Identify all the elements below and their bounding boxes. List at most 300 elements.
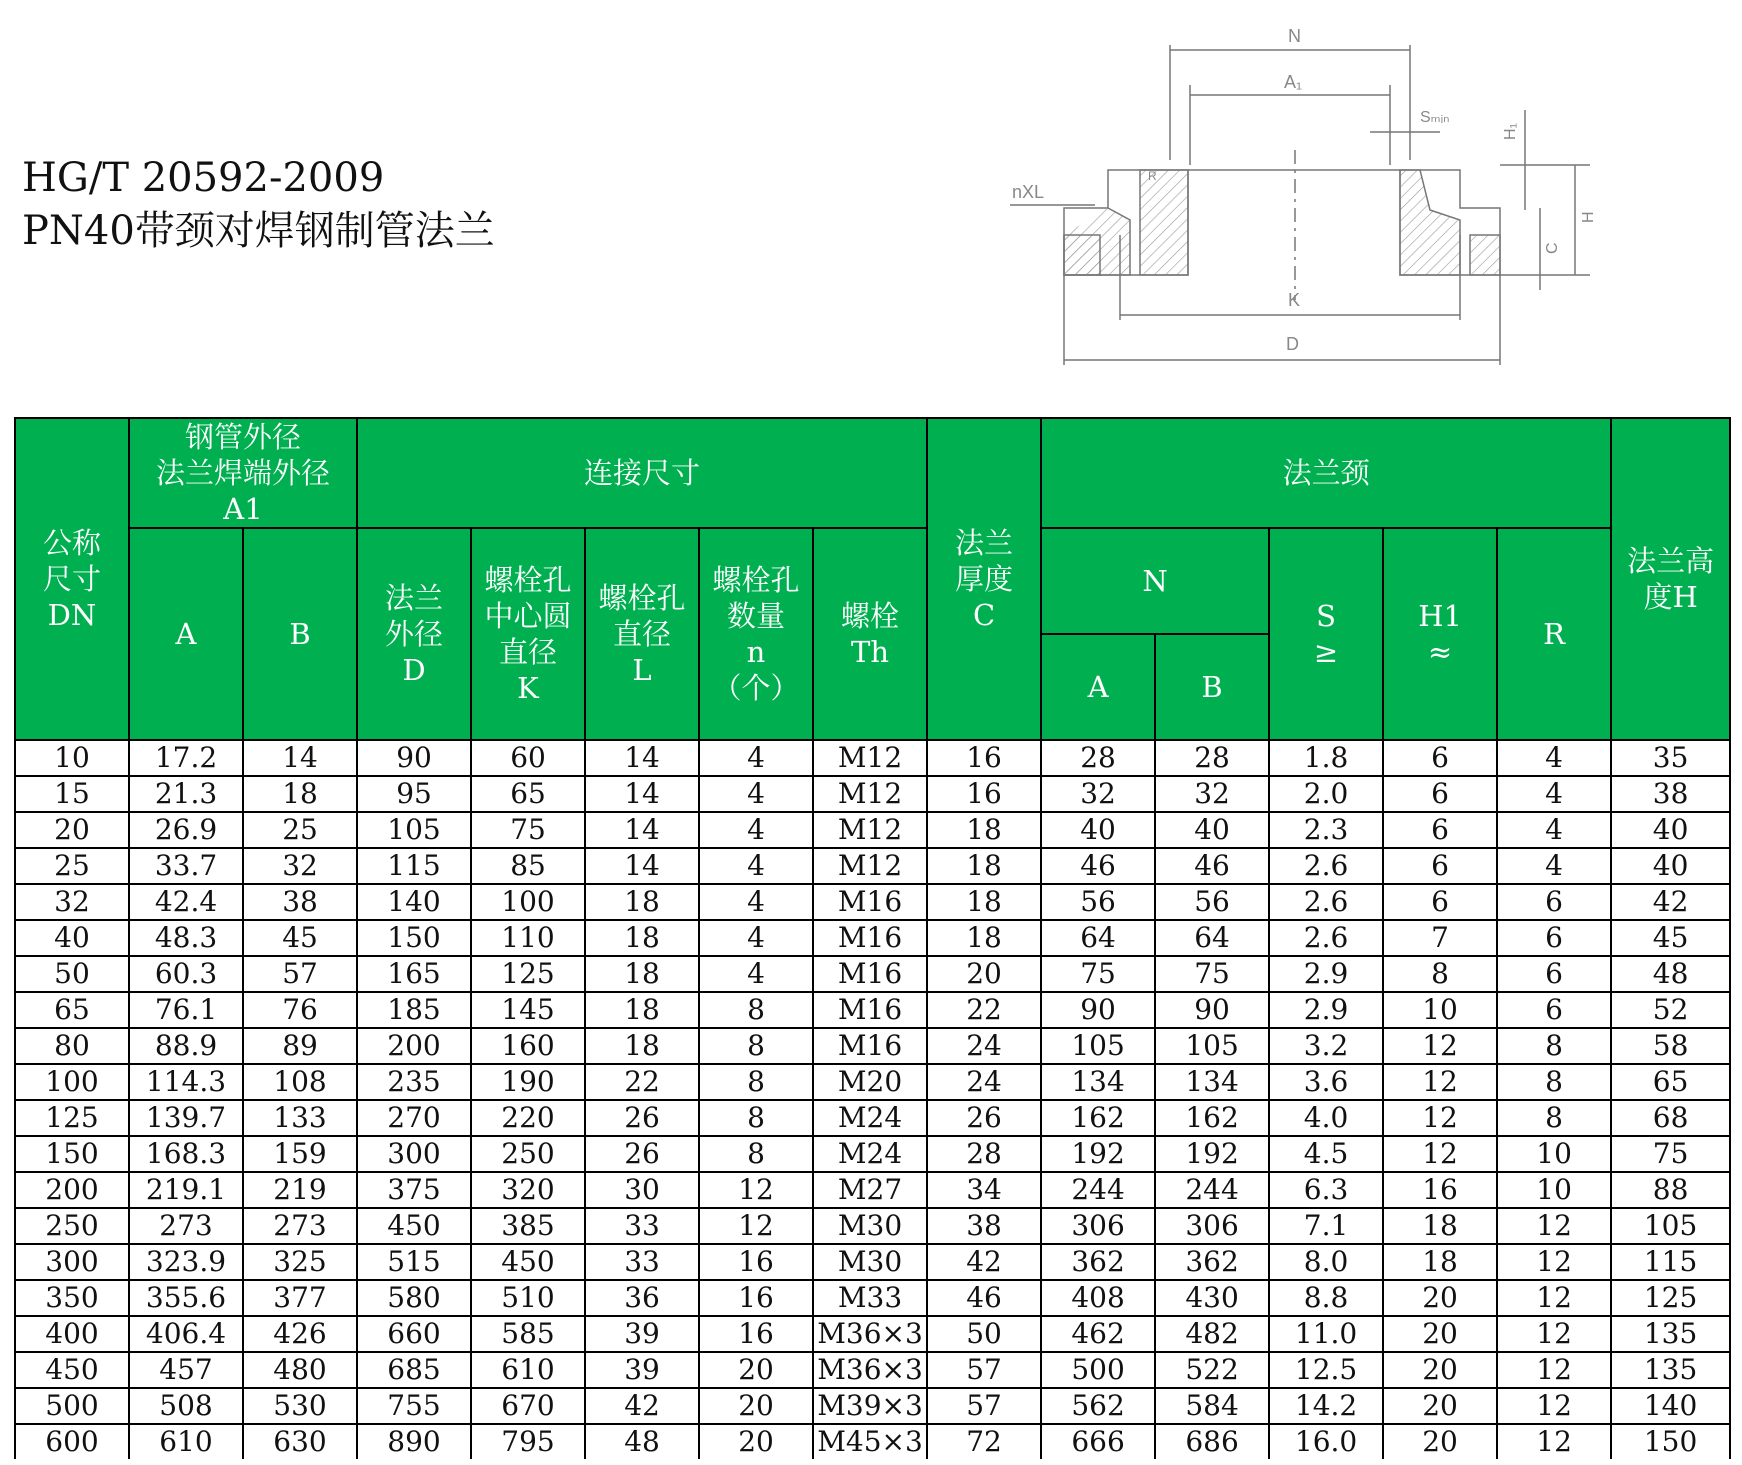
- cell-dn: 150: [15, 1136, 129, 1172]
- cell-d: 300: [357, 1136, 471, 1172]
- cell-k: 670: [471, 1388, 585, 1424]
- header-d: 法兰 外径 D: [357, 528, 471, 740]
- table-row: [15, 812, 1730, 848]
- cell-neck-b: 134: [1155, 1064, 1269, 1100]
- cell-h1: 20: [1383, 1424, 1497, 1459]
- cell-r: 6: [1497, 956, 1611, 992]
- cell-dn: 500: [15, 1388, 129, 1424]
- cell-a1-b: 133: [243, 1100, 357, 1136]
- table-row: [15, 1388, 1730, 1424]
- cell-d: 515: [357, 1244, 471, 1280]
- cell-c: 46: [927, 1280, 1041, 1316]
- cell-k: 190: [471, 1064, 585, 1100]
- cell-c: 28: [927, 1136, 1041, 1172]
- cell-l: 30: [585, 1172, 699, 1208]
- table-row: [15, 740, 1730, 776]
- cell-a1-b: 18: [243, 776, 357, 812]
- cell-n: 8: [699, 1136, 813, 1172]
- cell-a1-b: 14: [243, 740, 357, 776]
- cell-d: 580: [357, 1280, 471, 1316]
- cell-c: 18: [927, 848, 1041, 884]
- cell-k: 320: [471, 1172, 585, 1208]
- dim-k-label: K: [1288, 290, 1301, 310]
- cell-d: 140: [357, 884, 471, 920]
- cell-c: 57: [927, 1388, 1041, 1424]
- cell-a1-a: 610: [129, 1424, 243, 1459]
- cell-h1: 20: [1383, 1352, 1497, 1388]
- cell-k: 145: [471, 992, 585, 1028]
- cell-r: 6: [1497, 884, 1611, 920]
- cell-h1: 18: [1383, 1244, 1497, 1280]
- cell-c: 42: [927, 1244, 1041, 1280]
- cell-neck-a: 192: [1041, 1136, 1155, 1172]
- cell-dn: 350: [15, 1280, 129, 1316]
- cell-neck-b: 105: [1155, 1028, 1269, 1064]
- cell-n: 12: [699, 1172, 813, 1208]
- cell-k: 385: [471, 1208, 585, 1244]
- cell-dn: 300: [15, 1244, 129, 1280]
- cell-r: 6: [1497, 920, 1611, 956]
- cell-a1-b: 159: [243, 1136, 357, 1172]
- table-row: [15, 1244, 1730, 1280]
- cell-a1-a: 33.7: [129, 848, 243, 884]
- cell-h1: 12: [1383, 1064, 1497, 1100]
- cell-d: 755: [357, 1388, 471, 1424]
- cell-c: 18: [927, 884, 1041, 920]
- cell-a1-b: 530: [243, 1388, 357, 1424]
- cell-n: 4: [699, 812, 813, 848]
- cell-r: 8: [1497, 1028, 1611, 1064]
- cell-dn: 100: [15, 1064, 129, 1100]
- cell-h: 125: [1611, 1280, 1730, 1316]
- cell-d: 105: [357, 812, 471, 848]
- cell-k: 65: [471, 776, 585, 812]
- cell-n: 4: [699, 884, 813, 920]
- cell-r: 12: [1497, 1352, 1611, 1388]
- cell-h: 52: [1611, 992, 1730, 1028]
- cell-s: 6.3: [1269, 1172, 1383, 1208]
- cell-r: 4: [1497, 776, 1611, 812]
- cell-h: 40: [1611, 812, 1730, 848]
- cell-h: 140: [1611, 1388, 1730, 1424]
- cell-r: 10: [1497, 1136, 1611, 1172]
- cell-neck-b: 306: [1155, 1208, 1269, 1244]
- cell-n: 4: [699, 956, 813, 992]
- cell-h: 45: [1611, 920, 1730, 956]
- cell-neck-b: 482: [1155, 1316, 1269, 1352]
- cell-s: 7.1: [1269, 1208, 1383, 1244]
- cell-r: 4: [1497, 848, 1611, 884]
- cell-r: 12: [1497, 1388, 1611, 1424]
- cell-h1: 20: [1383, 1388, 1497, 1424]
- cell-l: 18: [585, 920, 699, 956]
- cell-neck-b: 522: [1155, 1352, 1269, 1388]
- cell-s: 14.2: [1269, 1388, 1383, 1424]
- cell-neck-b: 686: [1155, 1424, 1269, 1459]
- header-k: 螺栓孔 中心圆 直径 K: [471, 528, 585, 740]
- cell-neck-b: 430: [1155, 1280, 1269, 1316]
- page-title: [22, 152, 495, 258]
- cell-neck-a: 32: [1041, 776, 1155, 812]
- cell-s: 11.0: [1269, 1316, 1383, 1352]
- cell-neck-a: 306: [1041, 1208, 1155, 1244]
- cell-h1: 6: [1383, 740, 1497, 776]
- cell-n: 20: [699, 1388, 813, 1424]
- cell-th: M16: [813, 920, 927, 956]
- cell-c: 26: [927, 1100, 1041, 1136]
- cell-a1-b: 480: [243, 1352, 357, 1388]
- cell-h: 58: [1611, 1028, 1730, 1064]
- cell-s: 4.0: [1269, 1100, 1383, 1136]
- cell-neck-a: 64: [1041, 920, 1155, 956]
- cell-th: M16: [813, 884, 927, 920]
- header-pipe-od: 钢管外径 法兰焊端外径 A1: [129, 418, 357, 528]
- cell-a1-a: 406.4: [129, 1316, 243, 1352]
- cell-d: 270: [357, 1100, 471, 1136]
- table-row: [15, 1064, 1730, 1100]
- dim-c-label: C: [1544, 242, 1561, 254]
- cell-c: 16: [927, 776, 1041, 812]
- header-neck-a: A: [1041, 634, 1155, 740]
- cell-neck-b: 28: [1155, 740, 1269, 776]
- cell-h: 115: [1611, 1244, 1730, 1280]
- cell-s: 8.8: [1269, 1280, 1383, 1316]
- cell-h: 105: [1611, 1208, 1730, 1244]
- cell-s: 8.0: [1269, 1244, 1383, 1280]
- cell-s: 2.6: [1269, 848, 1383, 884]
- cell-n: 8: [699, 992, 813, 1028]
- cell-th: M27: [813, 1172, 927, 1208]
- cell-neck-a: 75: [1041, 956, 1155, 992]
- cell-a1-a: 273: [129, 1208, 243, 1244]
- table-row: [15, 920, 1730, 956]
- cell-c: 34: [927, 1172, 1041, 1208]
- cell-l: 18: [585, 992, 699, 1028]
- cell-neck-a: 46: [1041, 848, 1155, 884]
- cell-dn: 600: [15, 1424, 129, 1459]
- cell-h1: 12: [1383, 1100, 1497, 1136]
- header-a: A: [129, 528, 243, 740]
- dim-d-label: D: [1286, 334, 1299, 354]
- cell-n: 8: [699, 1100, 813, 1136]
- cell-dn: 25: [15, 848, 129, 884]
- cell-l: 18: [585, 1028, 699, 1064]
- cell-r: 12: [1497, 1244, 1611, 1280]
- cell-neck-b: 75: [1155, 956, 1269, 992]
- dim-r-label: R: [1148, 169, 1157, 183]
- cell-r: 8: [1497, 1100, 1611, 1136]
- cell-s: 12.5: [1269, 1352, 1383, 1388]
- cell-a1-a: 48.3: [129, 920, 243, 956]
- cell-l: 33: [585, 1208, 699, 1244]
- cell-a1-a: 114.3: [129, 1064, 243, 1100]
- cell-a1-b: 219: [243, 1172, 357, 1208]
- cell-s: 1.8: [1269, 740, 1383, 776]
- cell-a1-a: 508: [129, 1388, 243, 1424]
- cell-l: 18: [585, 884, 699, 920]
- cell-c: 18: [927, 812, 1041, 848]
- cell-neck-b: 162: [1155, 1100, 1269, 1136]
- table-row: [15, 1208, 1730, 1244]
- cell-neck-a: 162: [1041, 1100, 1155, 1136]
- cell-n: 16: [699, 1280, 813, 1316]
- cell-s: 3.6: [1269, 1064, 1383, 1100]
- cell-n: 16: [699, 1244, 813, 1280]
- cell-a1-a: 42.4: [129, 884, 243, 920]
- cell-n: 8: [699, 1028, 813, 1064]
- header-dn: 公称 尺寸 DN: [15, 418, 129, 740]
- cell-c: 24: [927, 1064, 1041, 1100]
- cell-th: M12: [813, 740, 927, 776]
- dim-h-label: H: [1580, 211, 1597, 223]
- cell-th: M12: [813, 776, 927, 812]
- cell-a1-a: 17.2: [129, 740, 243, 776]
- cell-a1-a: 168.3: [129, 1136, 243, 1172]
- cell-a1-b: 325: [243, 1244, 357, 1280]
- cell-h: 135: [1611, 1352, 1730, 1388]
- cell-k: 100: [471, 884, 585, 920]
- cell-neck-a: 56: [1041, 884, 1155, 920]
- cell-dn: 15: [15, 776, 129, 812]
- cell-k: 610: [471, 1352, 585, 1388]
- cell-a1-b: 32: [243, 848, 357, 884]
- cell-c: 24: [927, 1028, 1041, 1064]
- cell-h1: 20: [1383, 1316, 1497, 1352]
- table-body: [15, 740, 1730, 1459]
- cell-th: M24: [813, 1100, 927, 1136]
- header-connection: 连接尺寸: [357, 418, 927, 528]
- cell-neck-b: 192: [1155, 1136, 1269, 1172]
- cell-h: 150: [1611, 1424, 1730, 1459]
- cell-h1: 7: [1383, 920, 1497, 956]
- cell-l: 39: [585, 1316, 699, 1352]
- cell-neck-b: 362: [1155, 1244, 1269, 1280]
- cell-h1: 18: [1383, 1208, 1497, 1244]
- cell-h1: 12: [1383, 1136, 1497, 1172]
- cell-h1: 20: [1383, 1280, 1497, 1316]
- cell-d: 200: [357, 1028, 471, 1064]
- cell-h1: 6: [1383, 776, 1497, 812]
- header-h1: H1 ≈: [1383, 528, 1497, 740]
- cell-k: 125: [471, 956, 585, 992]
- table-row: [15, 992, 1730, 1028]
- cell-h: 35: [1611, 740, 1730, 776]
- cell-h: 48: [1611, 956, 1730, 992]
- cell-n: 20: [699, 1424, 813, 1459]
- cell-th: M30: [813, 1244, 927, 1280]
- cell-a1-b: 426: [243, 1316, 357, 1352]
- cell-d: 185: [357, 992, 471, 1028]
- cell-k: 110: [471, 920, 585, 956]
- cell-c: 20: [927, 956, 1041, 992]
- cell-dn: 80: [15, 1028, 129, 1064]
- cell-dn: 20: [15, 812, 129, 848]
- header-l: 螺栓孔 直径 L: [585, 528, 699, 740]
- cell-a1-b: 89: [243, 1028, 357, 1064]
- cell-r: 12: [1497, 1208, 1611, 1244]
- cell-neck-a: 40: [1041, 812, 1155, 848]
- cell-dn: 200: [15, 1172, 129, 1208]
- cell-k: 450: [471, 1244, 585, 1280]
- cell-th: M39×3: [813, 1388, 927, 1424]
- cell-a1-b: 57: [243, 956, 357, 992]
- cell-a1-b: 108: [243, 1064, 357, 1100]
- cell-h1: 10: [1383, 992, 1497, 1028]
- flange-dimension-table: [14, 417, 1731, 1459]
- cell-dn: 400: [15, 1316, 129, 1352]
- cell-l: 14: [585, 812, 699, 848]
- cell-th: M33: [813, 1280, 927, 1316]
- cell-l: 48: [585, 1424, 699, 1459]
- cell-l: 14: [585, 848, 699, 884]
- cell-r: 12: [1497, 1316, 1611, 1352]
- cell-r: 4: [1497, 812, 1611, 848]
- cell-a1-a: 355.6: [129, 1280, 243, 1316]
- cell-n: 8: [699, 1064, 813, 1100]
- cell-d: 660: [357, 1316, 471, 1352]
- cell-l: 14: [585, 776, 699, 812]
- cell-a1-a: 457: [129, 1352, 243, 1388]
- cell-r: 4: [1497, 740, 1611, 776]
- cell-th: M12: [813, 812, 927, 848]
- cell-l: 42: [585, 1388, 699, 1424]
- cell-k: 85: [471, 848, 585, 884]
- cell-dn: 250: [15, 1208, 129, 1244]
- cell-k: 585: [471, 1316, 585, 1352]
- cell-a1-a: 88.9: [129, 1028, 243, 1064]
- cell-a1-a: 139.7: [129, 1100, 243, 1136]
- cell-h1: 16: [1383, 1172, 1497, 1208]
- cell-a1-b: 377: [243, 1280, 357, 1316]
- cell-n: 16: [699, 1316, 813, 1352]
- cell-l: 33: [585, 1244, 699, 1280]
- cell-c: 50: [927, 1316, 1041, 1352]
- cell-h: 40: [1611, 848, 1730, 884]
- cell-neck-b: 56: [1155, 884, 1269, 920]
- cell-d: 450: [357, 1208, 471, 1244]
- cell-d: 150: [357, 920, 471, 956]
- header-neck-b: B: [1155, 634, 1269, 740]
- cell-a1-a: 323.9: [129, 1244, 243, 1280]
- cell-d: 115: [357, 848, 471, 884]
- cell-neck-b: 244: [1155, 1172, 1269, 1208]
- cell-dn: 450: [15, 1352, 129, 1388]
- cell-neck-a: 134: [1041, 1064, 1155, 1100]
- table-row: [15, 1352, 1730, 1388]
- cell-a1-a: 219.1: [129, 1172, 243, 1208]
- cell-r: 8: [1497, 1064, 1611, 1100]
- table-row: [15, 1100, 1730, 1136]
- cell-neck-b: 64: [1155, 920, 1269, 956]
- cell-d: 235: [357, 1064, 471, 1100]
- cell-dn: 32: [15, 884, 129, 920]
- cell-a1-b: 25: [243, 812, 357, 848]
- cell-k: 60: [471, 740, 585, 776]
- cell-l: 22: [585, 1064, 699, 1100]
- cell-a1-a: 60.3: [129, 956, 243, 992]
- cell-h1: 12: [1383, 1028, 1497, 1064]
- cell-s: 2.9: [1269, 956, 1383, 992]
- cell-h1: 8: [1383, 956, 1497, 992]
- cell-neck-b: 32: [1155, 776, 1269, 812]
- cell-k: 510: [471, 1280, 585, 1316]
- header-height: 法兰高 度H: [1611, 418, 1730, 740]
- cell-n: 20: [699, 1352, 813, 1388]
- dim-s-label: Sₘᵢₙ: [1420, 109, 1450, 126]
- cell-c: 57: [927, 1352, 1041, 1388]
- table-row: [15, 1136, 1730, 1172]
- header-neck: 法兰颈: [1041, 418, 1611, 528]
- cell-h1: 6: [1383, 848, 1497, 884]
- dim-a1-label: A₁: [1284, 72, 1303, 92]
- dim-h1-label: H₁: [1502, 123, 1519, 140]
- cell-dn: 125: [15, 1100, 129, 1136]
- cell-th: M16: [813, 956, 927, 992]
- header-neck-n: N: [1041, 528, 1269, 634]
- header-n: 螺栓孔 数量 n （个）: [699, 528, 813, 740]
- table-row: [15, 848, 1730, 884]
- cell-k: 75: [471, 812, 585, 848]
- cell-th: M16: [813, 1028, 927, 1064]
- cell-a1-b: 38: [243, 884, 357, 920]
- cell-a1-b: 630: [243, 1424, 357, 1459]
- cell-c: 16: [927, 740, 1041, 776]
- table-row: [15, 1316, 1730, 1352]
- cell-neck-b: 90: [1155, 992, 1269, 1028]
- cell-h: 75: [1611, 1136, 1730, 1172]
- cell-r: 12: [1497, 1424, 1611, 1459]
- dim-nxl-label: nXL: [1012, 182, 1045, 202]
- cell-h: 42: [1611, 884, 1730, 920]
- cell-n: 4: [699, 920, 813, 956]
- cell-neck-a: 562: [1041, 1388, 1155, 1424]
- cell-k: 220: [471, 1100, 585, 1136]
- cell-l: 14: [585, 740, 699, 776]
- cell-s: 4.5: [1269, 1136, 1383, 1172]
- cell-neck-a: 362: [1041, 1244, 1155, 1280]
- cell-l: 36: [585, 1280, 699, 1316]
- cell-neck-a: 244: [1041, 1172, 1155, 1208]
- table-row: [15, 1280, 1730, 1316]
- cell-d: 95: [357, 776, 471, 812]
- flange-cross-section-drawing: [1000, 10, 1640, 405]
- header-b: B: [243, 528, 357, 740]
- cell-a1-b: 76: [243, 992, 357, 1028]
- table-row: [15, 1028, 1730, 1064]
- cell-th: M36×3: [813, 1316, 927, 1352]
- cell-neck-a: 90: [1041, 992, 1155, 1028]
- cell-dn: 50: [15, 956, 129, 992]
- cell-h: 38: [1611, 776, 1730, 812]
- cell-th: M36×3: [813, 1352, 927, 1388]
- cell-n: 12: [699, 1208, 813, 1244]
- cell-h: 135: [1611, 1316, 1730, 1352]
- cell-d: 165: [357, 956, 471, 992]
- cell-l: 18: [585, 956, 699, 992]
- cell-l: 26: [585, 1136, 699, 1172]
- header-th: 螺栓 Th: [813, 528, 927, 740]
- cell-h1: 6: [1383, 884, 1497, 920]
- table-row: [15, 776, 1730, 812]
- cell-c: 72: [927, 1424, 1041, 1459]
- cell-th: M16: [813, 992, 927, 1028]
- cell-k: 160: [471, 1028, 585, 1064]
- cell-d: 375: [357, 1172, 471, 1208]
- cell-c: 22: [927, 992, 1041, 1028]
- standard-number: HG/T 20592-2009: [22, 155, 385, 201]
- table-row: [15, 884, 1730, 920]
- cell-th: M30: [813, 1208, 927, 1244]
